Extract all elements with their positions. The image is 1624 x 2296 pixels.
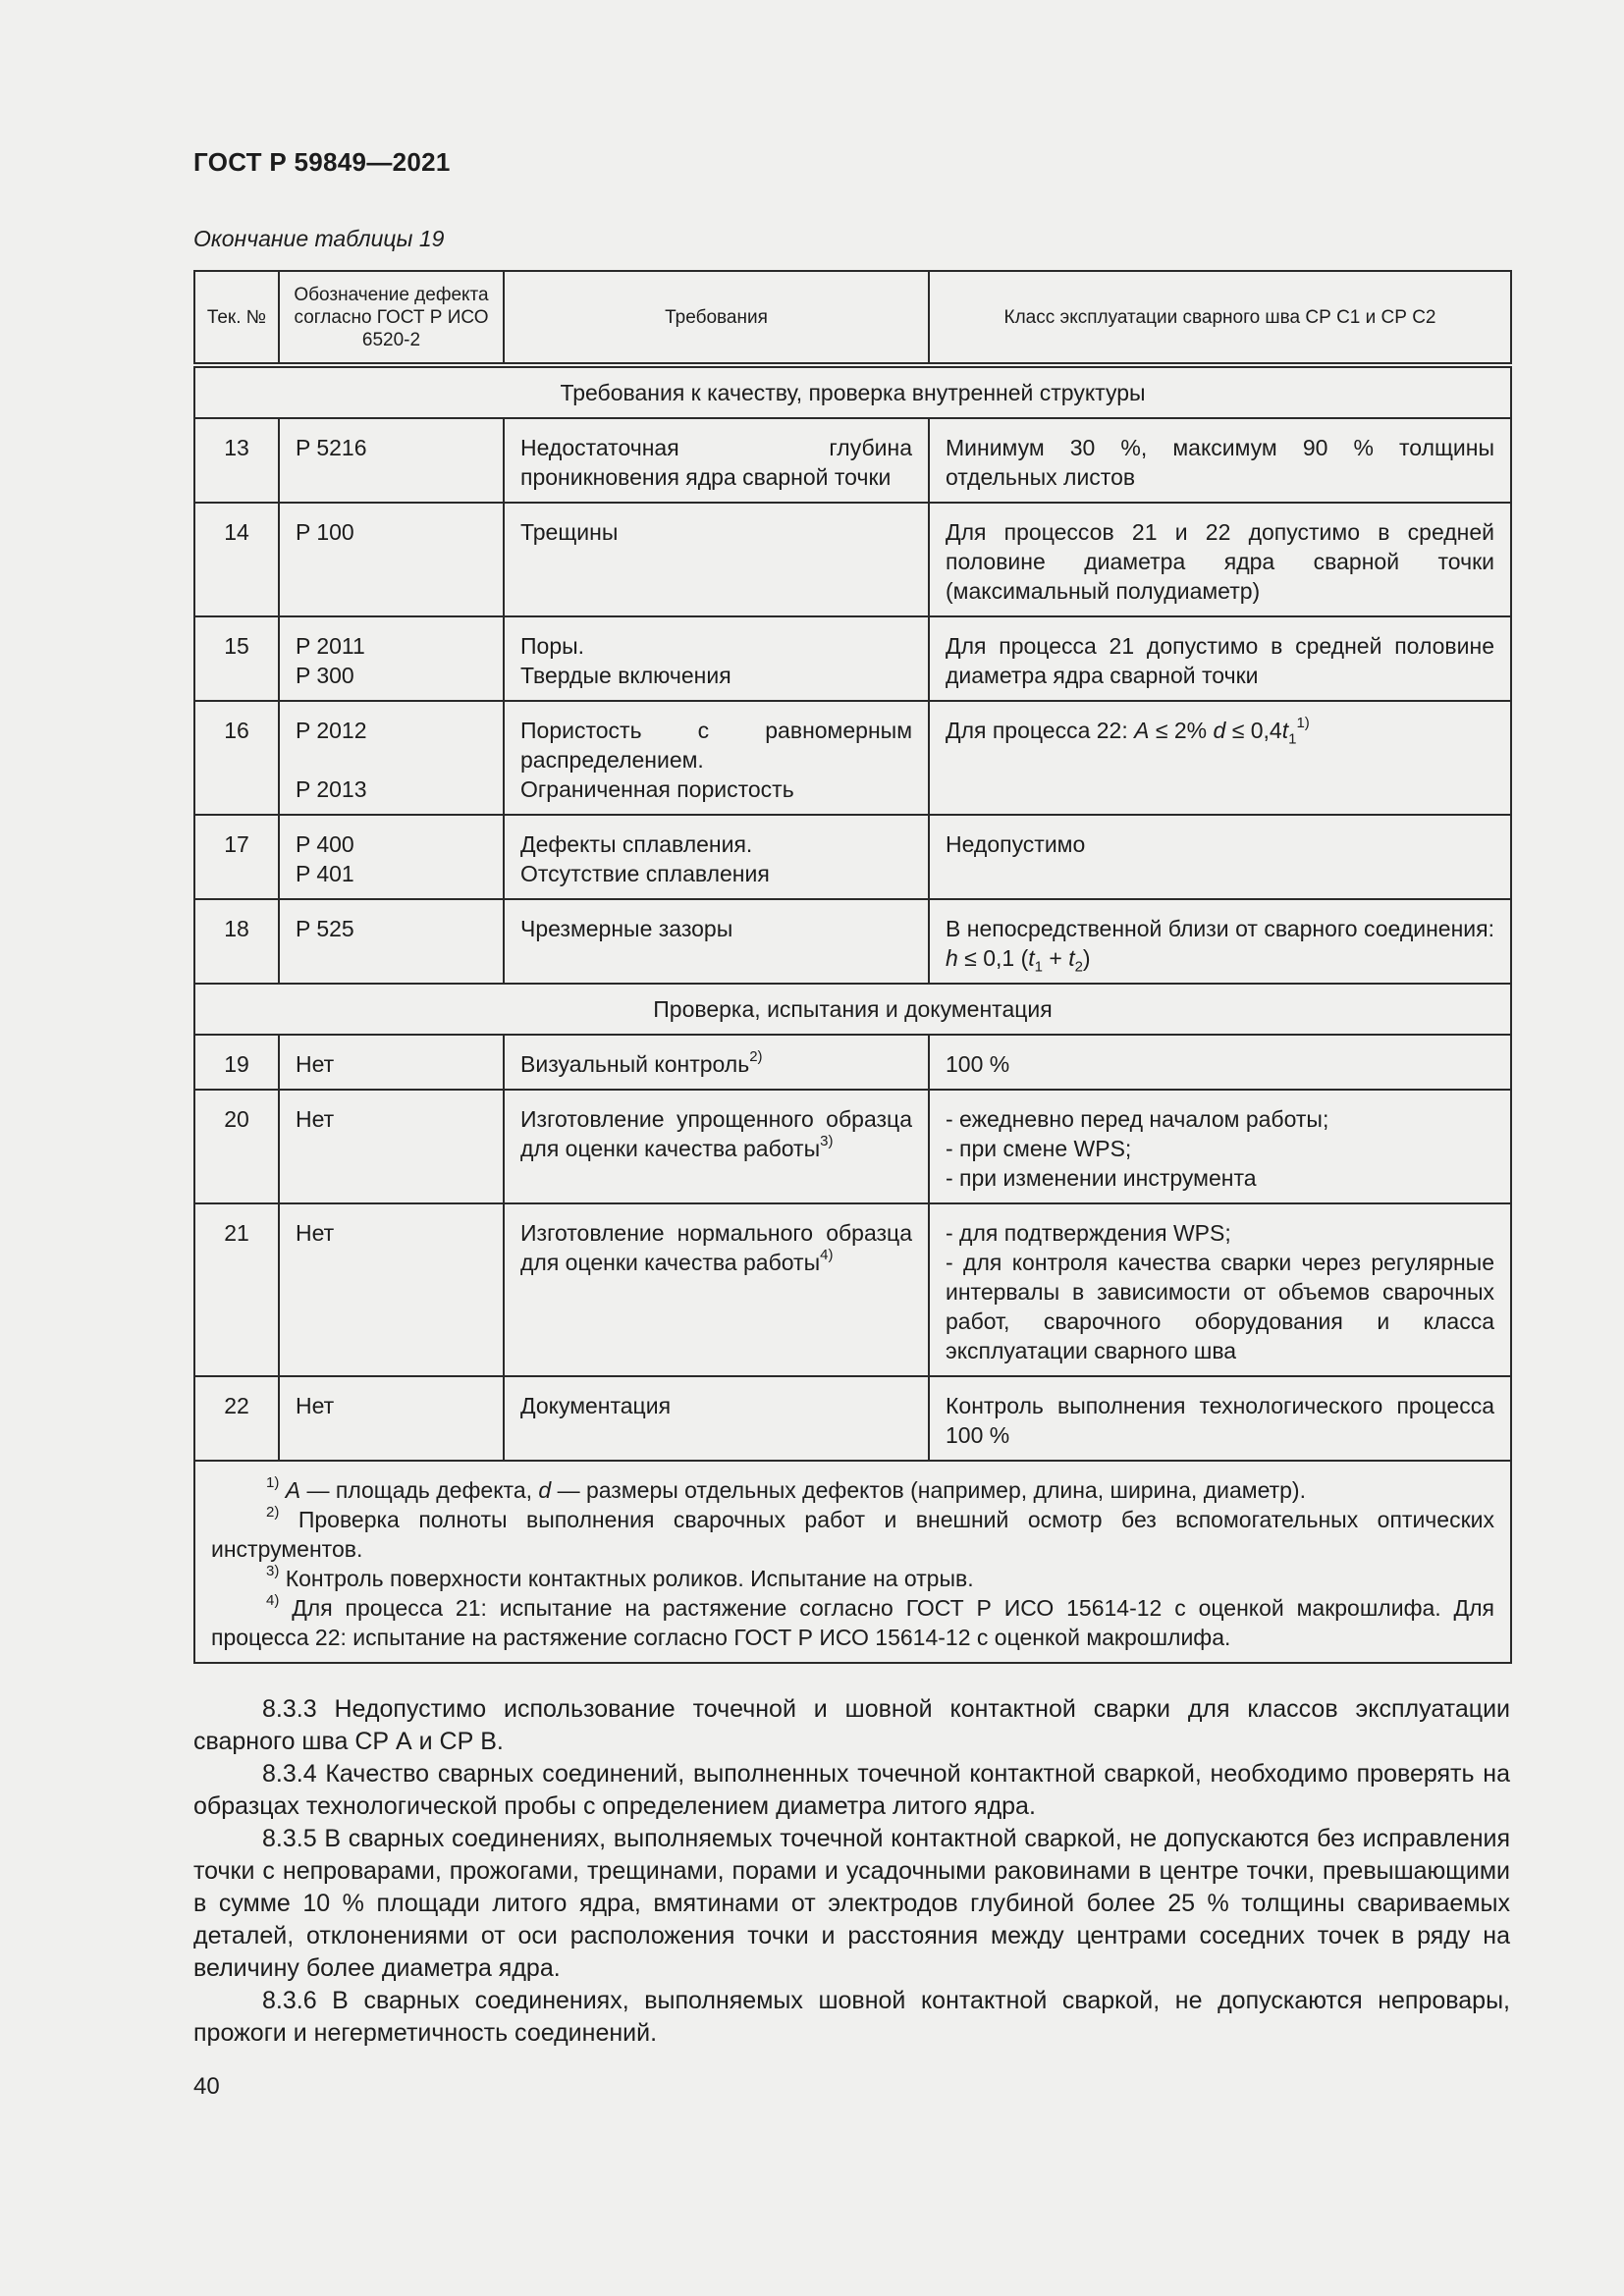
row-number: 13 [194, 418, 279, 503]
table-row [194, 1203, 1511, 1376]
footnote [211, 1475, 1494, 1505]
formula-part: ) [1082, 945, 1091, 971]
class-requirement: Недопустимо [929, 815, 1511, 899]
row-number: 14 [194, 503, 279, 616]
paragraph-8-3-6: 8.3.6 В сварных соединениях, выполняемых шовной контактной сваркой, не допускаются непровары, прожоги и негерметичность соединений. [193, 1987, 1510, 2047]
column-header-defect-code: Обозначение дефекта согласно ГОСТ Р ИСО 6520-2 [279, 271, 504, 365]
footnote-ref: 1) [1296, 715, 1310, 732]
requirement-line: Ограниченная пористость [520, 776, 794, 802]
defect-code-line: P 300 [296, 663, 354, 688]
formula-part: ≤ 2% [1149, 718, 1214, 743]
requirement-line: Пористость с равномерным распределением. [520, 718, 912, 773]
formula-var-h: h [946, 945, 958, 971]
list-item: - при смене WPS; [946, 1136, 1132, 1161]
requirement-line: Твердые включения [520, 663, 731, 688]
class-requirement [929, 899, 1511, 984]
defect-code: Нет [279, 1090, 504, 1203]
table-row [194, 1035, 1511, 1090]
formula-subscript: 1 [1034, 958, 1043, 976]
row-number: 17 [194, 815, 279, 899]
requirement: Чрезмерные зазоры [504, 899, 929, 984]
defect-code-line: P 2012 [296, 718, 367, 743]
row-number: 18 [194, 899, 279, 984]
formula-prefix: В непосредственной близи от сварного соединения: [946, 916, 1494, 941]
row-number: 22 [194, 1376, 279, 1461]
footnote-var-d: d [538, 1477, 552, 1503]
section-title-quality: Требования к качеству, проверка внутренней структуры [194, 365, 1511, 418]
defect-code [279, 616, 504, 701]
formula-part: + [1042, 945, 1069, 971]
requirement [504, 1203, 929, 1376]
section-row [194, 984, 1511, 1035]
formula-part: ≤ 0,4 [1225, 718, 1282, 743]
requirement-line: Поры. [520, 633, 585, 659]
defect-code-line: P 400 [296, 831, 354, 857]
footnote-text: Контроль поверхности контактных роликов. Испытание на отрыв. [279, 1566, 974, 1591]
footnote-text: Проверка полноты выполнения сварочных работ и внешний осмотр без вспомогательных оптических инструментов. [211, 1507, 1494, 1562]
formula-var-t: t [1281, 718, 1289, 743]
column-header-number: Тек. № [194, 271, 279, 365]
table-row [194, 899, 1511, 984]
defect-code-line: P 2013 [296, 776, 367, 802]
table-row [194, 616, 1511, 701]
defect-code: P 5216 [279, 418, 504, 503]
formula-var-t: t [1068, 945, 1075, 971]
defect-code [279, 815, 504, 899]
defect-code: Нет [279, 1376, 504, 1461]
list-item: - ежедневно перед началом работы; [946, 1106, 1329, 1132]
class-requirement: Контроль выполнения технологического процесса 100 % [929, 1376, 1511, 1461]
column-header-class: Класс эксплуатации сварного шва СР С1 и СР С2 [929, 271, 1511, 365]
class-requirement [929, 1203, 1511, 1376]
formula-var-a: A [1134, 718, 1150, 743]
footnote-mark: 3) [266, 1563, 280, 1580]
requirement [504, 701, 929, 815]
footnote-text: — площадь дефекта, [300, 1477, 539, 1503]
table-row [194, 701, 1511, 815]
formula-var-t: t [1028, 945, 1035, 971]
defect-code: P 100 [279, 503, 504, 616]
body-text [193, 1693, 1510, 2050]
row-number: 21 [194, 1203, 279, 1376]
requirement: Трещины [504, 503, 929, 616]
class-requirement: Минимум 30 %, максимум 90 % толщины отдельных листов [929, 418, 1511, 503]
requirement-text: Изготовление нормального образца для оценки качества работы [520, 1220, 912, 1275]
footnote-text: — размеры отдельных дефектов (например, длина, ширина, диаметр). [551, 1477, 1306, 1503]
document-number: ГОСТ Р 59849—2021 [193, 147, 451, 177]
list-item: - для контроля качества сварки через регулярные интервалы в зависимости от объемов сварочных работ, сварочного оборудования и класса эксплуатации сварного шва [946, 1250, 1494, 1363]
requirement-text: Изготовление упрощенного образца для оценки качества работы [520, 1106, 912, 1161]
table-row [194, 1090, 1511, 1203]
table-row [194, 418, 1511, 503]
list-item: - для подтверждения WPS; [946, 1220, 1231, 1246]
requirement-line: Дефекты сплавления. [520, 831, 753, 857]
footnote-var-a: A [285, 1477, 301, 1503]
footnote-ref: 2) [749, 1048, 763, 1066]
requirement: Документация [504, 1376, 929, 1461]
footnote-mark: 2) [266, 1504, 280, 1522]
requirement [504, 815, 929, 899]
table-header-row [194, 271, 1511, 365]
requirement: Недостаточная глубина проникновения ядра сварной точки [504, 418, 929, 503]
table-row [194, 503, 1511, 616]
footnotes-row [194, 1461, 1511, 1663]
requirements-table [193, 270, 1512, 1664]
requirement-text: Визуальный контроль [520, 1051, 750, 1077]
requirement-line: Отсутствие сплавления [520, 861, 770, 886]
requirement [504, 1035, 929, 1090]
section-row [194, 365, 1511, 418]
defect-code-line: P 401 [296, 861, 354, 886]
defect-code [279, 701, 504, 815]
class-requirement [929, 1090, 1511, 1203]
footnote-mark: 4) [266, 1592, 280, 1610]
row-number: 20 [194, 1090, 279, 1203]
footnote [211, 1564, 1494, 1593]
formula-subscript: 2 [1074, 958, 1083, 976]
formula-part: ≤ 0,1 ( [957, 945, 1029, 971]
footnote-ref: 4) [820, 1247, 834, 1264]
defect-code-line: P 2011 [296, 633, 365, 659]
footnote [211, 1505, 1494, 1564]
page-number: 40 [193, 2073, 220, 2100]
class-requirement: Для процесса 21 допустимо в средней половине диаметра ядра сварной точки [929, 616, 1511, 701]
list-item: - при изменении инструмента [946, 1165, 1257, 1191]
row-number: 19 [194, 1035, 279, 1090]
defect-code: P 525 [279, 899, 504, 984]
row-number: 16 [194, 701, 279, 815]
formula-prefix: Для процесса 22: [946, 718, 1135, 743]
paragraph-8-3-4: 8.3.4 Качество сварных соединений, выполненных точечной контактной сваркой, необходимо проверять на образцах технологической пробы с определением диаметра литого ядра. [193, 1760, 1510, 1820]
footnote-ref: 3) [820, 1133, 834, 1150]
section-title-inspection: Проверка, испытания и документация [194, 984, 1511, 1035]
paragraph-8-3-3: 8.3.3 Недопустимо использование точечной и шовной контактной сварки для классов эксплуатации сварного шва СР А и СР В. [193, 1695, 1510, 1755]
defect-code: Нет [279, 1203, 504, 1376]
footnote-text: Для процесса 21: испытание на растяжение согласно ГОСТ Р ИСО 15614-12 с оценкой макрошлифа. Для процесса 22: испытание на растяжение согласно ГОСТ Р ИСО 15614-12 с оценкой макрошлифа. [211, 1595, 1494, 1650]
class-requirement [929, 701, 1511, 815]
footnote-mark: 1) [266, 1474, 280, 1492]
paragraph-8-3-5: 8.3.5 В сварных соединениях, выполняемых точечной контактной сваркой, не допускаются без исправления точки с непроварами, прожогами, трещинами, порами и усадочными раковинами в центре точки, превышающими в сумме 10 % площади литого ядра, вмятинами от электродов глубиной более 25 % толщины свариваемых деталей, отклонениями от оси расположения точки и расстояния между центрами соседних точек в ряду на величину более диаметра ядра. [193, 1825, 1510, 1982]
requirement [504, 1090, 929, 1203]
requirement [504, 616, 929, 701]
class-requirement: Для процессов 21 и 22 допустимо в средней половине диаметра ядра сварной точки (максимальный полудиаметр) [929, 503, 1511, 616]
class-requirement: 100 % [929, 1035, 1511, 1090]
table-caption: Окончание таблицы 19 [193, 226, 445, 251]
defect-code: Нет [279, 1035, 504, 1090]
table-footnotes [194, 1461, 1511, 1663]
table-row [194, 1376, 1511, 1461]
footnote [211, 1593, 1494, 1652]
formula-var-d: d [1213, 718, 1226, 743]
formula-subscript: 1 [1288, 730, 1297, 748]
row-number: 15 [194, 616, 279, 701]
column-header-requirements: Требования [504, 271, 929, 365]
table-row [194, 815, 1511, 899]
